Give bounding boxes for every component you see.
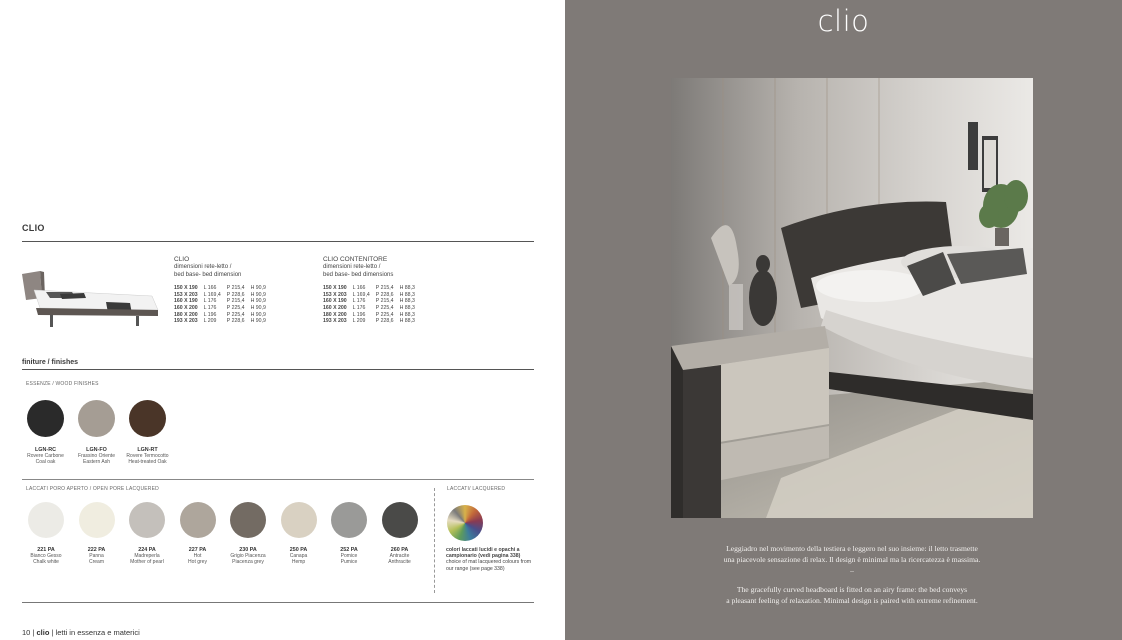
dims-label-en: bed base- bed dimension — [174, 271, 242, 278]
finish-name-it: Rovere Carbone — [27, 453, 64, 459]
variant-name: CLIO CONTENITORE — [323, 256, 388, 263]
dimension-length: L 196 — [352, 311, 366, 318]
dimension-height: H 90,9 — [250, 318, 266, 325]
dimension-depth: P 228,6 — [375, 291, 394, 298]
finish-name-en: Chalk white — [33, 559, 59, 565]
dimension-length: L 196 — [203, 311, 217, 318]
dimension-depth: P 225,4 — [226, 311, 245, 318]
dimension-size: 160 X 200 — [323, 305, 347, 311]
dimension-size: 153 X 203 — [174, 291, 198, 298]
dimension-length: L 169,4 — [203, 291, 221, 298]
dimension-row — [323, 292, 421, 299]
finish-name-en: Pumice — [340, 559, 358, 565]
dimension-length: L 166 — [352, 285, 366, 292]
dimension-height: H 90,9 — [250, 285, 266, 292]
finish-name-en: Anthracite — [388, 559, 411, 565]
dimension-row — [174, 285, 272, 292]
dimension-length: L 169,4 — [352, 291, 370, 298]
dimension-row — [323, 312, 421, 319]
glossy-note-it: colori laccati lucidi e opachi a campionario (vedi pagina 338) — [446, 547, 521, 560]
finish-code: 221 PA — [37, 547, 55, 553]
footer-rule — [22, 602, 534, 603]
dimension-row — [174, 312, 272, 319]
dimension-length: L 176 — [352, 305, 366, 311]
finish-swatch — [28, 502, 64, 538]
finish-name-it: Rovere Termocotto — [126, 453, 169, 459]
finish-name-en: Mother of pearl — [130, 559, 164, 565]
caption-it-line-2: una piacevole sensazione di relax. Il design è minimal ma la ricercatezza è massima. — [723, 555, 981, 564]
dimension-length: L 176 — [352, 298, 366, 305]
dimension-depth: P 225,4 — [375, 305, 394, 311]
dimension-depth: P 215,4 — [226, 298, 245, 305]
finish-name-en: Coal oak — [35, 459, 56, 465]
finish-swatch — [129, 400, 166, 437]
finish-label — [117, 447, 178, 465]
finish-code: LGN-RC — [35, 447, 56, 453]
finish-name-it: Pomice — [340, 553, 358, 559]
finish-swatch — [230, 502, 266, 538]
finish-swatch — [180, 502, 216, 538]
finish-code: 227 PA — [188, 547, 207, 553]
finish-swatch — [78, 400, 115, 437]
dimension-depth: P 225,4 — [226, 305, 245, 311]
finish-label — [370, 547, 430, 565]
dimension-row — [323, 298, 421, 305]
dimension-size: 193 X 203 — [323, 318, 347, 325]
finish-name-en: Piacenza grey — [232, 559, 264, 565]
finish-name-it: Grigio Piacenza — [230, 553, 266, 559]
dimension-depth: P 225,4 — [375, 311, 394, 318]
finish-swatch — [129, 502, 165, 538]
caption-italian — [700, 543, 1004, 565]
caption-it-line-1: Leggiadro nel movimento della testiera e leggero nel suo insieme: il letto trasmette — [726, 544, 978, 553]
dimension-row — [174, 318, 272, 325]
glossy-lacquer-note — [446, 547, 536, 572]
finish-code: 260 PA — [390, 547, 409, 553]
dimension-height: H 88,3 — [399, 285, 415, 292]
finish-name-en: Eastern Ash — [83, 459, 110, 465]
dimension-height: H 88,3 — [399, 311, 415, 318]
dims-label-en: bed base- bed dimensions — [323, 271, 394, 278]
dimension-depth: P 215,4 — [375, 298, 394, 305]
finish-swatch — [79, 502, 115, 538]
finishes-rule — [22, 369, 534, 370]
title-rule — [22, 241, 534, 242]
dimension-size: 150 X 190 — [323, 285, 347, 292]
dimension-length: L 176 — [203, 305, 217, 311]
dimension-row — [174, 292, 272, 299]
finish-swatch — [281, 502, 317, 538]
wood-finishes-label: ESSENZE / WOOD FINISHES — [26, 381, 99, 387]
dims-label-it: dimensioni rete-letto / — [323, 264, 381, 271]
caption-separator: – — [850, 566, 854, 575]
dimension-row — [174, 298, 272, 305]
finish-name-it: Antracite — [389, 553, 410, 559]
dimension-length: L 209 — [203, 318, 217, 325]
dimension-row — [323, 285, 421, 292]
caption-english — [700, 584, 1004, 606]
finish-code: 224 PA — [138, 547, 156, 553]
finish-swatch — [27, 400, 64, 437]
dimension-height: H 88,3 — [399, 305, 415, 311]
dimension-height: H 90,9 — [250, 305, 266, 311]
lacquer-color-wheel — [447, 505, 483, 541]
dimension-height: H 88,3 — [399, 298, 415, 305]
footer-brand: clio — [36, 628, 50, 637]
dimension-size: 180 X 200 — [323, 311, 347, 318]
product-title: CLIO — [22, 223, 45, 233]
glossy-lacquer-label: LACCATI/ LACQUERED — [447, 486, 506, 492]
finish-name-it: Canapa — [289, 553, 308, 559]
finish-name-it: Hot — [193, 553, 202, 559]
dims-label-it: dimensioni rete-letto / — [174, 264, 232, 271]
variant-name: CLIO — [174, 256, 190, 263]
dimension-row — [174, 305, 272, 312]
footer-section: letti in essenza e materici — [55, 628, 140, 637]
dimension-height: H 90,9 — [250, 291, 266, 298]
dimension-length: L 209 — [352, 318, 366, 325]
dimension-depth: P 215,4 — [375, 285, 394, 292]
finish-name-en: Hemp — [291, 559, 306, 565]
spec-clio-contenitore — [323, 256, 421, 325]
brand-title: clio — [817, 4, 870, 38]
finishes-title: finiture / finishes — [22, 359, 79, 366]
dimension-size: 180 X 200 — [174, 311, 198, 318]
bed-illustration — [20, 268, 160, 332]
dimension-size: 150 X 190 — [174, 285, 198, 292]
dimension-size: 160 X 190 — [174, 298, 198, 305]
finish-name-it: Frassino Oriente — [78, 453, 115, 459]
dimension-height: H 88,3 — [399, 291, 415, 298]
spec-clio — [174, 256, 272, 325]
dimension-row — [323, 318, 421, 325]
finish-code: LGN-RT — [137, 447, 158, 453]
dimension-height: H 90,9 — [250, 298, 266, 305]
dimension-size: 193 X 203 — [174, 318, 198, 325]
caption-en-line-2: a pleasant feeling of relaxation. Minimal design is paired with extreme refinement. — [726, 596, 978, 605]
bedroom-photo — [671, 78, 1033, 518]
dimension-depth: P 228,6 — [226, 318, 245, 325]
dimension-size: 153 X 203 — [323, 291, 347, 298]
finish-name-it: Madreperla — [134, 553, 160, 559]
dotted-divider — [434, 488, 435, 593]
caption-en-line-1: The gracefully curved headboard is fitted on an airy frame: the bed conveys — [736, 585, 968, 594]
page-number: 10 — [22, 628, 31, 637]
dimensions-table — [174, 285, 272, 325]
finish-code: 230 PA — [239, 547, 257, 553]
dimension-size: 160 X 190 — [323, 298, 347, 305]
finish-code: 252 PA — [340, 547, 358, 553]
dimension-length: L 166 — [203, 285, 217, 292]
dimensions-table — [323, 285, 421, 325]
finish-code: LGN-FO — [86, 447, 107, 453]
finish-name-en: Cream — [88, 559, 104, 565]
finish-name-en: Heat-treated Oak — [128, 459, 167, 465]
dimension-size: 160 X 200 — [174, 305, 198, 311]
finish-swatch — [382, 502, 418, 538]
page-footer: 10 | clio | letti in essenza e materici — [22, 628, 140, 637]
dimension-height: H 90,9 — [250, 311, 266, 318]
finish-name-en: Hot grey — [188, 559, 207, 565]
dimension-depth: P 228,6 — [375, 318, 394, 325]
finish-name-it: Bianco Gesso — [30, 553, 62, 559]
lacquer-rule — [22, 479, 534, 480]
dimension-depth: P 228,6 — [226, 291, 245, 298]
finish-name-it: Panna — [89, 553, 104, 559]
dimension-length: L 176 — [203, 298, 217, 305]
glossy-note-en: choice of mat lacquered colours from our range (see page 338) — [446, 559, 532, 572]
dimension-depth: P 215,4 — [226, 285, 245, 292]
finish-code: 250 PA — [289, 547, 308, 553]
dimension-height: H 88,3 — [399, 318, 415, 325]
dimension-row — [323, 305, 421, 312]
finish-swatch — [331, 502, 367, 538]
finish-code: 222 PA — [87, 547, 106, 553]
lacquer-finishes-label: LACCATI PORO APERTO / OPEN PORE LACQUERED — [26, 486, 159, 492]
